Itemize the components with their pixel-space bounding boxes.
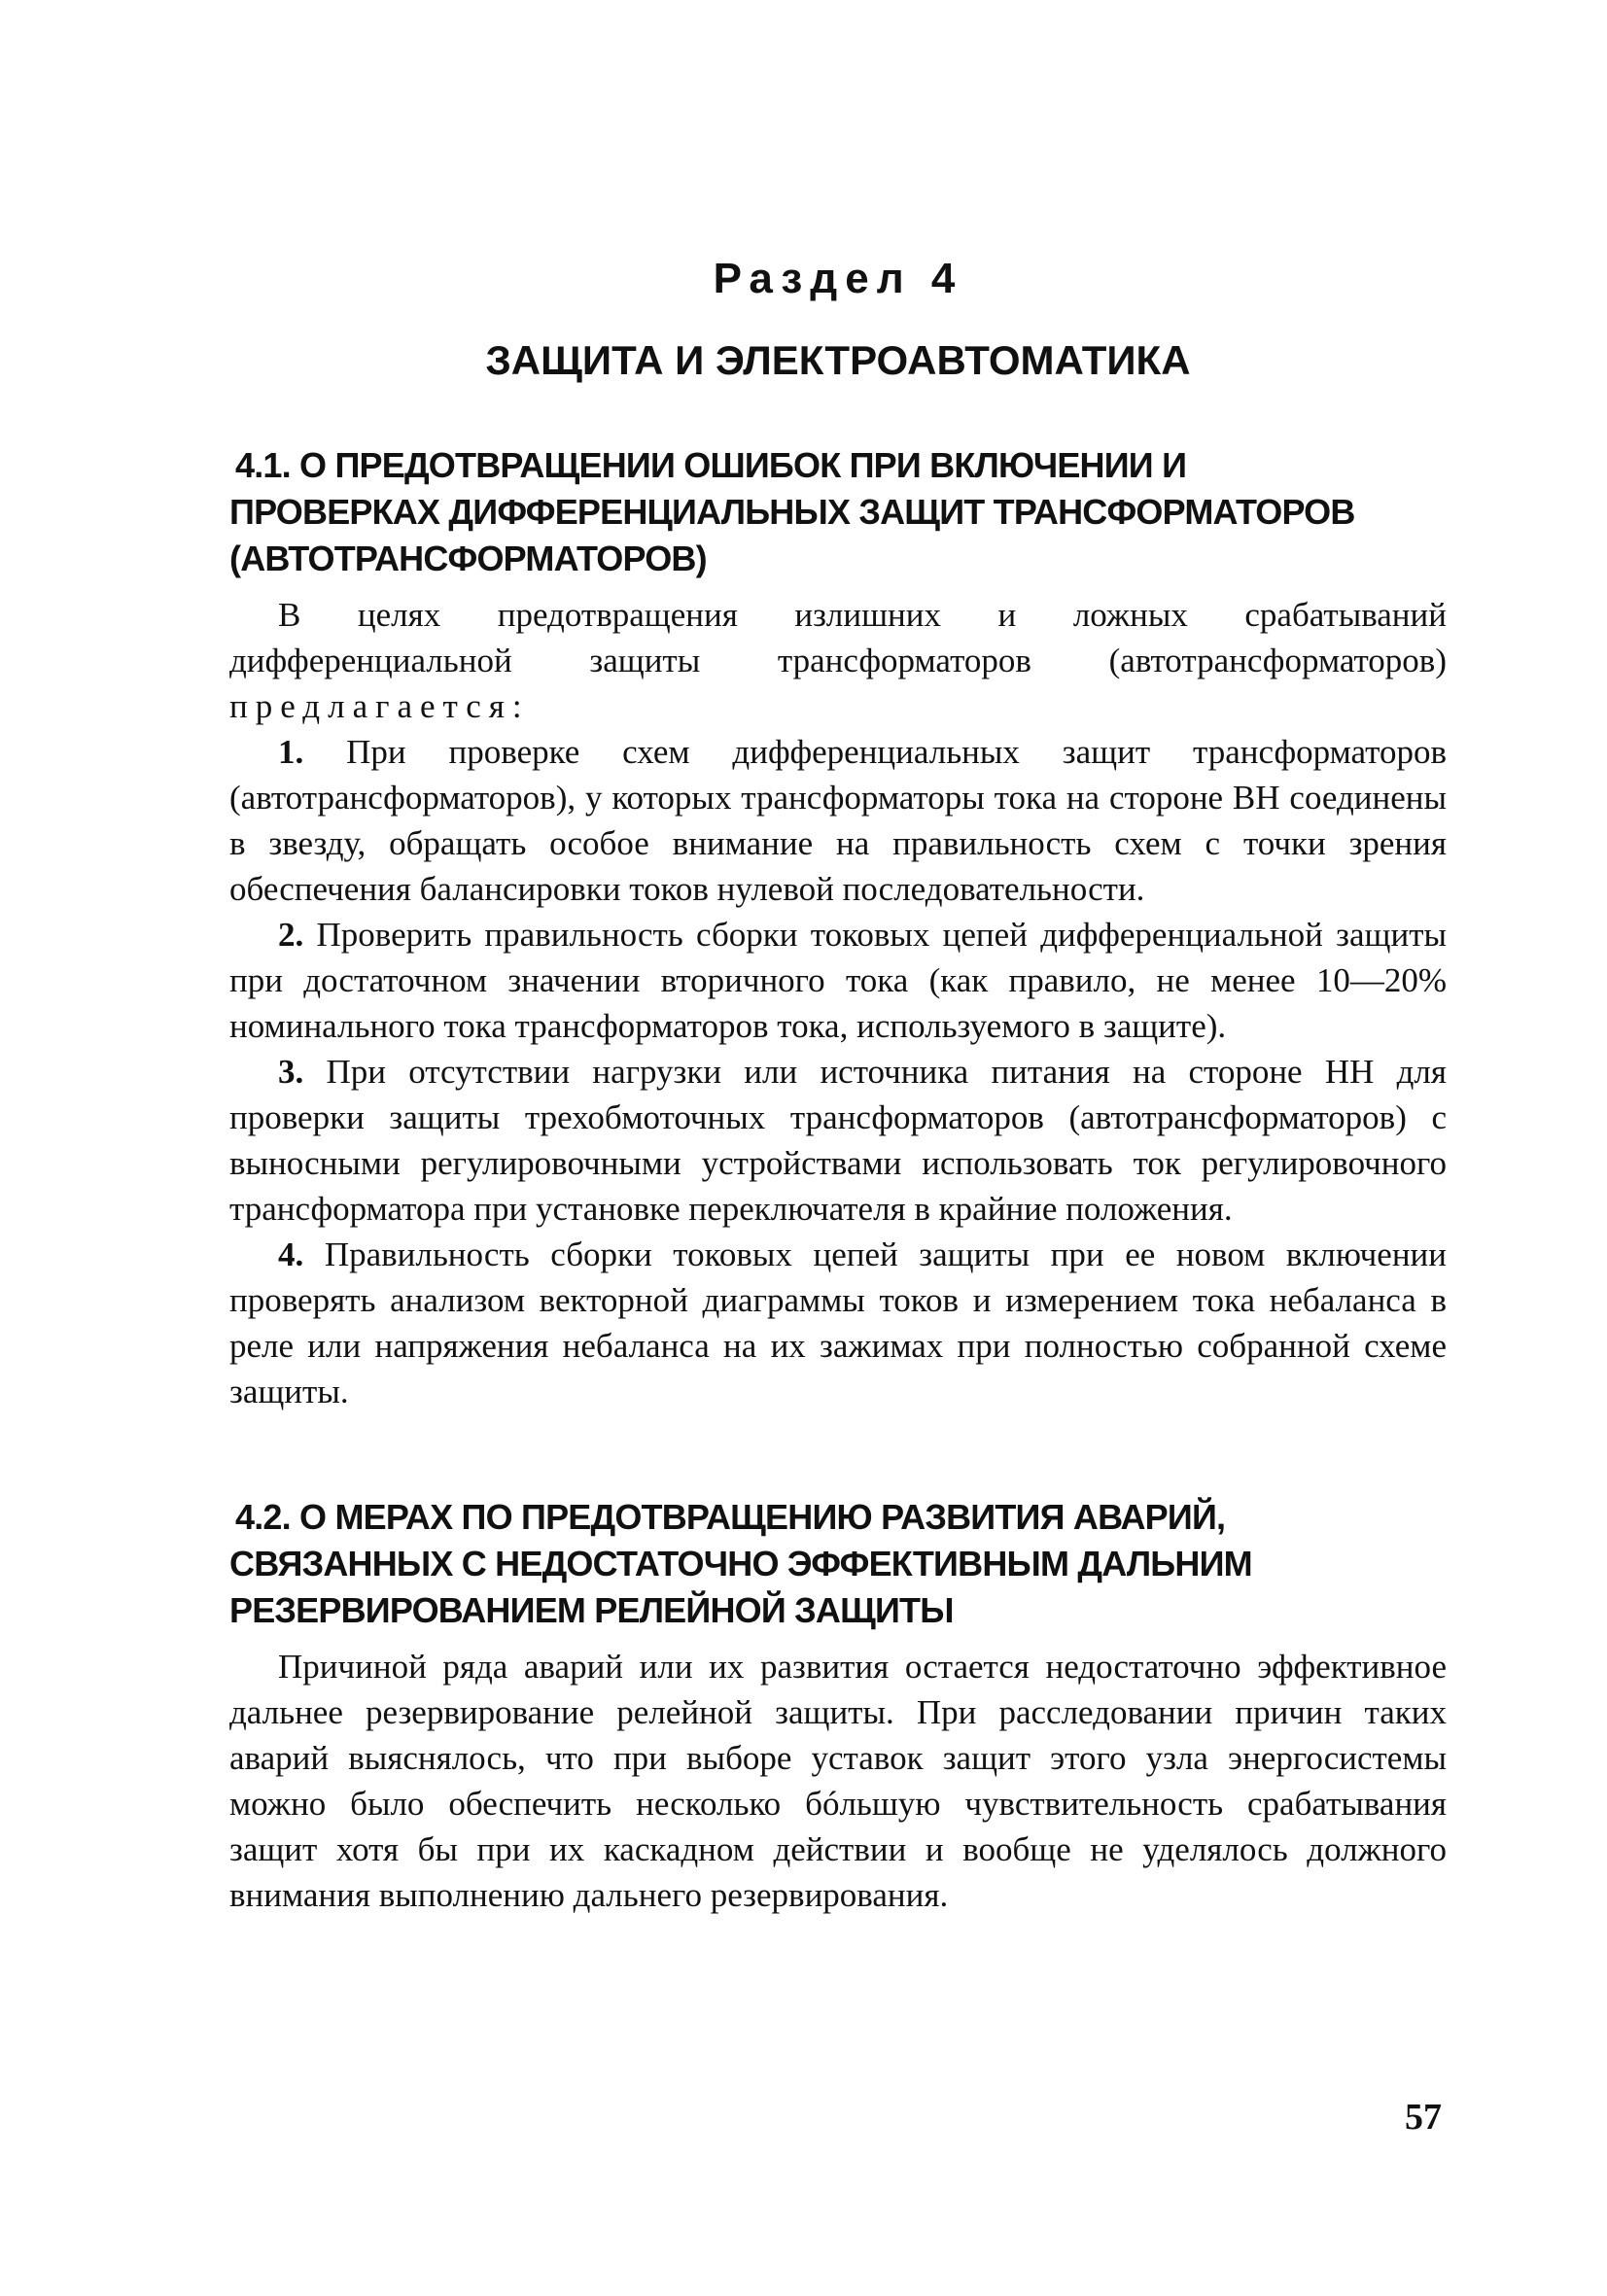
item-text: При отсутствии нагрузки или источника питания на стороне НН для проверки защиты трехобмоточных трансформаторов (автотрансформаторов) с выносными регулировочными устройствами использовать ток регулировочного трансформатора при установке переключателя в крайние положения. [229, 1053, 1447, 1228]
body-paragraph: Причиной ряда аварий или их развития остается недостаточно эффективное дальнее резервирование релейной защиты. При расследовании причин таких аварий выяснялось, что при выборе уставок защит этого узла энергосистемы можно было обеспечить несколько бóльшую чувствительность срабатывания защит хотя бы при их каскадном действии и вообще не уделялось должного внимания выполнению дальнего резервирования. [229, 1648, 1447, 1914]
heading-line: СВЯЗАННЫХ С НЕДОСТАТОЧНО ЭФФЕКТИВНЫМ ДАЛЬНИМ [229, 1544, 1252, 1583]
list-item [229, 1049, 1447, 1232]
section-label: Раздел 4 [713, 255, 963, 302]
intro-paragraph [229, 592, 1447, 729]
intro-colon: : [511, 687, 522, 725]
section-title: ЗАЩИТА И ЭЛЕКТРОАВТОМАТИКА [485, 337, 1191, 383]
subsection-heading-4-1 [229, 442, 1447, 582]
heading-line: 4.2. О МЕРАХ ПО ПРЕДОТВРАЩЕНИЮ РАЗВИТИЯ АВАРИЙ, [235, 1497, 1226, 1537]
item-number: 3. [278, 1053, 304, 1091]
heading-line: (АВТОТРАНСФОРМАТОРОВ) [229, 539, 707, 578]
item-text: При проверке схем дифференциальных защит трансформаторов (автотрансформаторов), у которых трансформаторы тока на стороне ВН соединены в звезду, обращать особое внимание на правильность схем с точки зрения обеспечения балансировки токов нулевой последовательности. [229, 733, 1447, 908]
list-item [229, 729, 1447, 912]
heading-line: 4.1. О ПРЕДОТВРАЩЕНИИ ОШИБОК ПРИ ВКЛЮЧЕНИИ И [235, 445, 1187, 485]
page-number: 57 [1405, 2097, 1442, 2138]
item-text: Проверить правильность сборки токовых цепей дифференциальной защиты при достаточном значении вторичного тока (как правило, не менее 10—20% номинального тока трансформаторов тока, используемого в защите). [229, 916, 1448, 1045]
item-number: 1. [278, 733, 304, 771]
heading-line: ПРОВЕРКАХ ДИФФЕРЕНЦИАЛЬНЫХ ЗАЩИТ ТРАНСФОРМАТОРОВ [229, 492, 1355, 532]
heading-line: РЕЗЕРВИРОВАНИЕМ РЕЛЕЙНОЙ ЗАЩИТЫ [229, 1590, 954, 1630]
page-content [229, 248, 1447, 1918]
list-item [229, 912, 1447, 1049]
subsection-heading-4-2 [229, 1494, 1447, 1634]
item-text: Правильность сборки токовых цепей защиты при ее новом включении проверять анализом векторной диаграммы токов и измерением тока небаланса в реле или напряжения небаланса на их зажимах при полностью собранной схеме защиты. [229, 1235, 1448, 1410]
intro-spaced-word: предлагается [229, 687, 512, 725]
list-item [229, 1232, 1447, 1414]
item-number: 2. [278, 916, 304, 954]
item-number: 4. [278, 1235, 304, 1273]
intro-text: В целях предотвращения излишних и ложных срабатываний дифференциальной защиты трансформаторов (автотрансформаторов) [229, 596, 1447, 679]
